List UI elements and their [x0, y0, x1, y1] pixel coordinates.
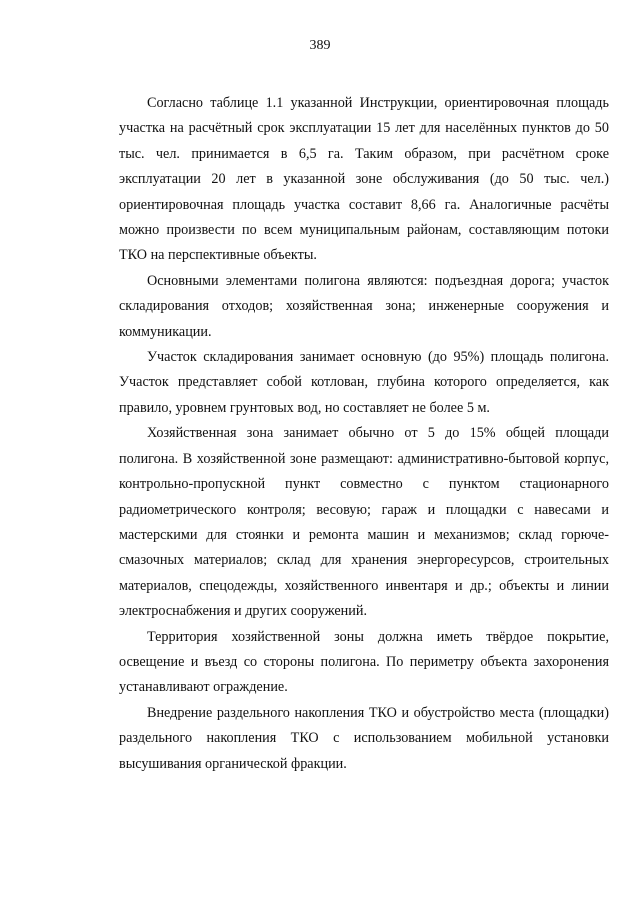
paragraph: Участок складирования занимает основную (до 95%) площадь полигона. Участок представляет собой котлован, глубина которого определяется, как правило, уровнем грунтовых вод, но составляет не более 5 м. [119, 349, 609, 416]
page-number: 389 [309, 38, 331, 53]
paragraph: Хозяйственная зона занимает обычно от 5 до 15% общей площади полигона. В хозяйственной зоне размещают: административно-бытовой корпус, контрольно-пропускной пункт совместно с пунктом стационарного радиометрического контроля; весовую; гараж и площадки с навесами и мастерскими для стоянки и ремонта машин и механизмов; склад горюче-смазочных материалов; склад для хранения энергоресурсов, строительных материалов, спецодежды, хозяйственного инвентаря и др.; объекты и линии электроснабжения и других сооружений. [119, 425, 609, 620]
paragraph: Согласно таблице 1.1 указанной Инструкции, ориентировочная площадь участка на расчётный срок эксплуатации 15 лет для населённых пунктов до 50 тыс. чел. принимается в 6,5 га. Таким образом, при расчётном сроке эксплуатации 20 лет в указанной зоне обслуживания (до 50 тыс. чел.) ориентировочная площадь участка составит 8,66 га. Аналогичные расчёты можно произвести по всем муниципальным районам, составляющим потоки ТКО на перспективные объекты. [119, 95, 609, 264]
body-text [119, 91, 609, 777]
paragraph: Внедрение раздельного накопления ТКО и обустройство места (площадки) раздельного накопления ТКО с использованием мобильной установки высушивания органической фракции. [119, 704, 609, 772]
paragraph: Основными элементами полигона являются: подъездная дорога; участок складирования отходов; хозяйственная зона; инженерные сооружения и коммуникации. [119, 272, 609, 340]
paragraph: Территория хозяйственной зоны должна иметь твёрдое покрытие, освещение и въезд со стороны полигона. По периметру объекта захоронения устанавливают ограждение. [119, 628, 609, 696]
